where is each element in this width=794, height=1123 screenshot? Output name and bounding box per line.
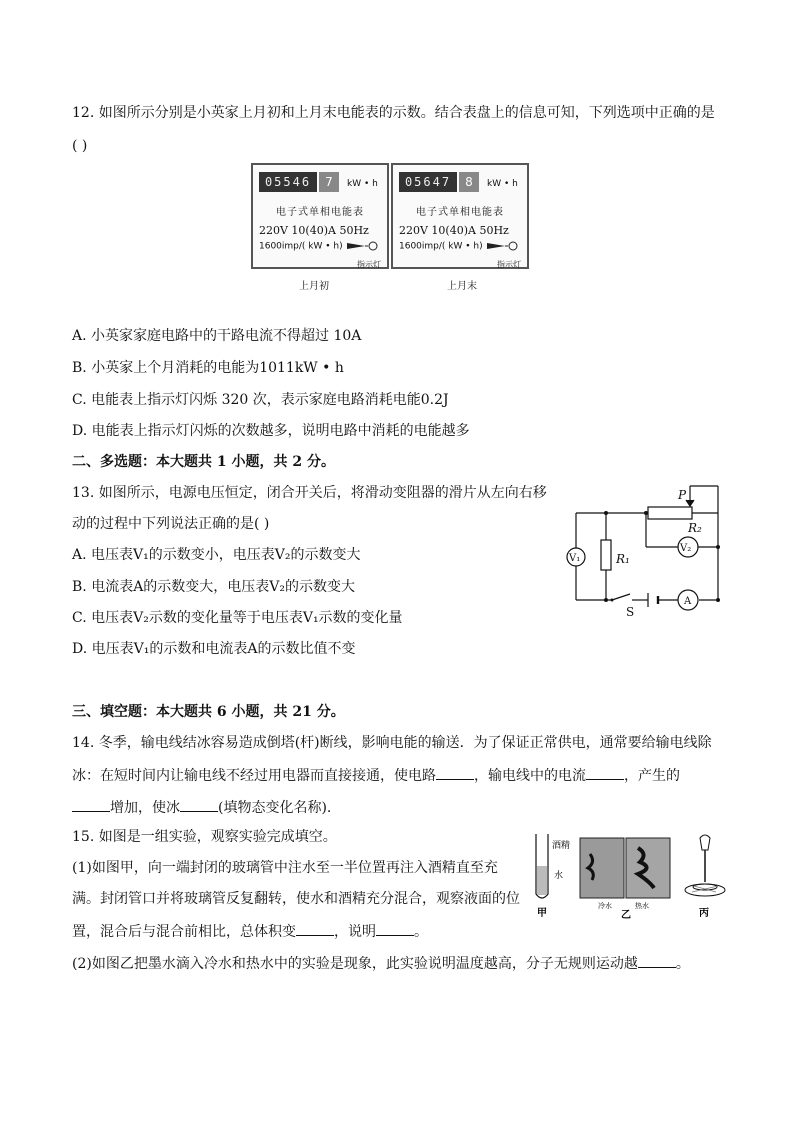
q13-option-b: B. 电流表A的示数变大，电压表V₂的示数变大: [72, 579, 356, 595]
cold-water-label: 冷水: [598, 902, 612, 910]
meter-unit: kW • h: [347, 179, 378, 189]
q15-part1-b: 满。封闭管口并将玻璃管反复翻转，使水和酒精充分混合，观察液面的位: [72, 891, 520, 907]
meter-name: 电子式单相电能表: [276, 207, 364, 218]
meter-name: 电子式单相电能表: [416, 207, 504, 218]
q14-line-2: 冰：在短时间内让输电线不经过用电器而直接接通，使电路 ，输电线中的电流 ，产生的: [72, 765, 680, 785]
q12-option-b: B. 小英家上个月消耗的电能为1011kW • h: [72, 360, 344, 376]
meter-decimal: 7: [319, 172, 339, 192]
q14-line-1: 14. 冬季，输电线结冰容易造成倒塔(杆)断线，影响电能的输送．为了保证正常供电，通常要给输电线除: [72, 735, 712, 751]
indicator-light-icon: [486, 241, 520, 251]
meter-end: [391, 163, 529, 269]
meter-spec: 220V 10(40)A 50Hz: [399, 224, 509, 237]
q13-option-d: D. 电压表V₁的示数和电流表A的示数比值不变: [72, 641, 356, 657]
meter-unit: kW • h: [487, 179, 518, 189]
meter-spec: 220V 10(40)A 50Hz: [259, 224, 369, 237]
slider-label: P: [678, 488, 687, 502]
q15-stem: 15. 如图是一组实验，观察实验完成填空。: [72, 829, 337, 845]
q13-stem-2: 动的过程中下列说法正确的是( ): [72, 516, 270, 532]
meter-decimal: 8: [459, 172, 479, 192]
meter-digits: 05647: [399, 172, 457, 192]
beaker-hot: [626, 838, 670, 898]
q15-experiment-figure: [532, 832, 732, 922]
fig-yi-label: 乙: [621, 910, 631, 921]
circuit-diagram: [560, 482, 730, 622]
meter-caption-start: 上月初: [299, 281, 329, 292]
q15-part1-a: (1)如图甲，向一端封闭的玻璃管中注水至一半位置再注入酒精直至充: [72, 860, 498, 876]
q15-part1-c: 置，混合后与混合前相比，总体积变 ，说明 。: [72, 921, 428, 941]
meter-start: [251, 163, 389, 269]
q13-option-c: C. 电压表V₂示数的变化量等于电压表V₁示数的变化量: [72, 610, 403, 626]
section-2-header: 二、多选题：本大题共 1 小题，共 2 分。: [72, 454, 335, 470]
answer-blank[interactable]: [296, 921, 334, 936]
section-3-header: 三、填空题：本大题共 6 小题，共 21 分。: [72, 704, 345, 720]
answer-blank[interactable]: [436, 765, 474, 780]
q12-option-c: C. 电能表上指示灯闪烁 320 次，表示家庭电路消耗电能0.2J: [72, 392, 449, 408]
answer-blank[interactable]: [638, 953, 676, 968]
r2-label: R₂: [688, 521, 702, 535]
q13-stem-1: 13. 如图所示，电源电压恒定，闭合开关后，将滑动变阻器的滑片从左向右移: [72, 485, 547, 501]
answer-blank[interactable]: [376, 921, 414, 936]
beaker-cold: [580, 838, 624, 898]
indicator-light-icon: [346, 241, 380, 251]
answer-blank[interactable]: [586, 765, 624, 780]
meter-caption-end: 上月末: [447, 281, 477, 292]
q12-paren: ( ): [72, 138, 88, 154]
meter-imp: 1600imp/( kW • h): [259, 241, 380, 252]
q13-option-a: A. 电压表V₁的示数变小，电压表V₂的示数变大: [72, 547, 361, 563]
answer-blank[interactable]: [180, 797, 218, 812]
hot-water-label: 热水: [635, 902, 649, 910]
q12-stem: 12. 如图所示分别是小英家上月初和上月末电能表的示数。结合表盘上的信息可知，下列选项中正确的是: [72, 105, 715, 121]
q15-part2: (2)如图乙把墨水滴入冷水和热水中的实验是现象，此实验说明温度越高，分子无规则运动越 。: [72, 953, 690, 973]
dish-dropper: [685, 835, 725, 896]
fig-bing-label: 丙: [699, 908, 709, 919]
meter-imp: 1600imp/( kW • h): [399, 241, 520, 252]
meter-digits: 05546: [259, 172, 317, 192]
meter-indicator-label: 指示灯: [357, 260, 381, 269]
v1-label: V₁: [569, 553, 581, 564]
r1-label: R₁: [616, 552, 630, 566]
answer-blank[interactable]: [72, 797, 110, 812]
ammeter-label: A: [684, 596, 692, 607]
meter-indicator-label: 指示灯: [497, 260, 521, 269]
v2-label: V₂: [680, 543, 692, 554]
water-label: 水: [554, 871, 564, 881]
q12-option-d: D. 电能表上指示灯闪烁的次数越多，说明电路中消耗的电能越多: [72, 423, 470, 439]
fig-jia-label: 甲: [537, 908, 547, 919]
alcohol-label: 酒精: [552, 841, 571, 851]
glass-tube: [536, 834, 548, 898]
switch-label: S: [626, 605, 635, 619]
q14-line-3: 增加，使冰 (填物态变化名称).: [72, 797, 331, 817]
q12-option-a: A. 小英家家庭电路中的干路电流不得超过 10A: [72, 328, 362, 344]
